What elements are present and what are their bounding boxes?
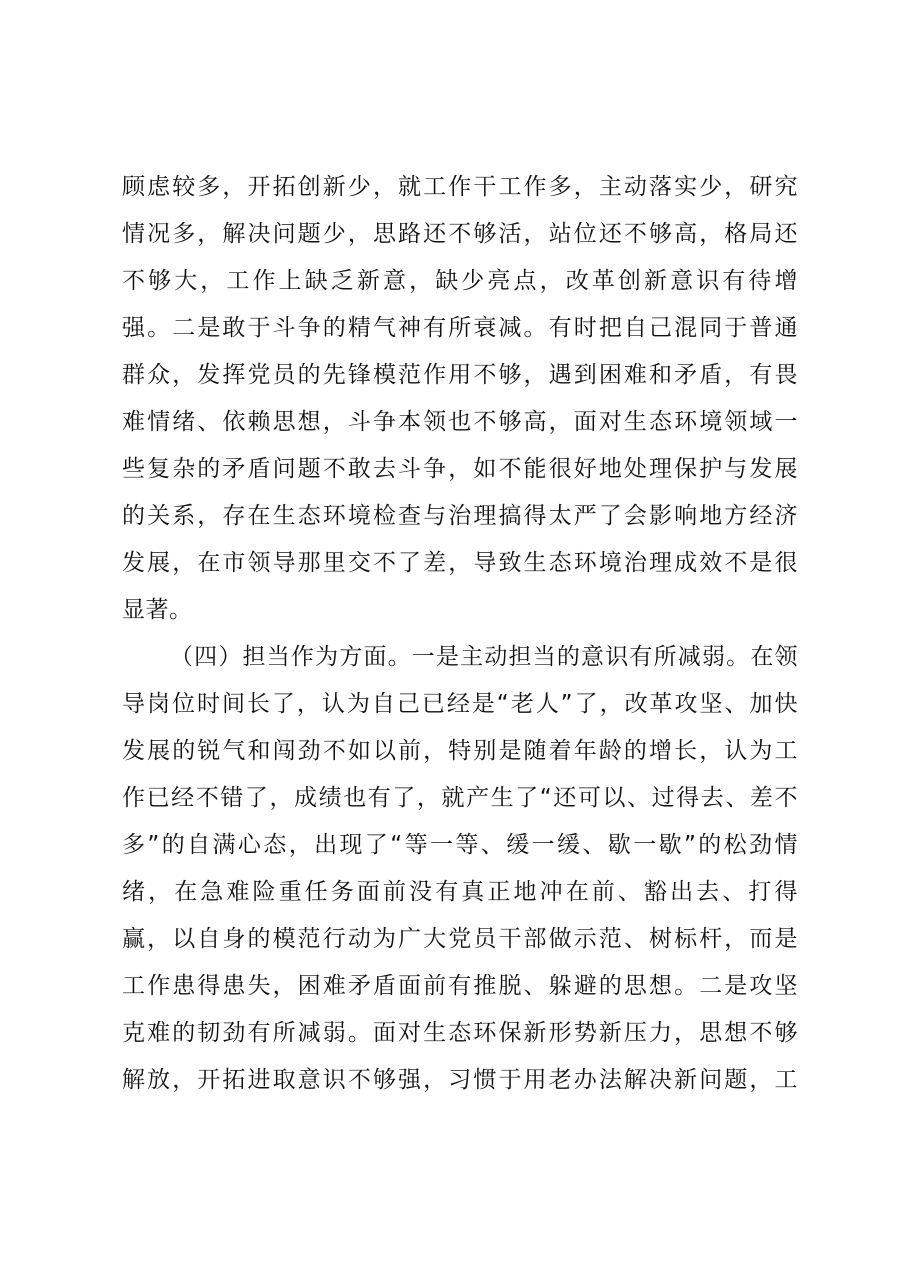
text-line: 的关系，存在生态环境检查与治理搞得太严了会影响地方经济 [122,503,798,529]
text-line: 多”的自满心态，出现了“等一等、缓一缓、歇一歇”的松劲情 [122,832,798,858]
text-line: 绪，在急难险重任务面前没有真正地冲在前、豁出去、打得 [122,879,798,905]
text-line: 解放，开拓进取意识不够强，习惯于用老办法解决新问题，工 [122,1067,798,1093]
text-line: 顾虑较多，开拓创新少，就工作干工作多，主动落实少，研究 [122,174,798,200]
text-line: 工作患得患失，困难矛盾面前有推脱、躲避的思想。二是攻坚 [122,973,798,999]
text-line: 强。二是敢于斗争的精气神有所衰减。有时把自己混同于普通 [122,315,798,341]
text-line: 难情绪、依赖思想，斗争本领也不够高，面对生态环境领域一 [122,409,798,435]
text-line: （四）担当作为方面。一是主动担当的意识有所减弱。在领 [170,644,798,670]
text-line: 发展的锐气和闯劲不如以前，特别是随着年龄的增长，认为工 [122,738,798,764]
text-line: 不够大，工作上缺乏新意，缺少亮点，改革创新意识有待增 [122,268,798,294]
text-line: 情况多，解决问题少，思路还不够活，站位还不够高，格局还 [122,221,798,247]
text-line: 群众，发挥党员的先锋模范作用不够，遇到困难和矛盾，有畏 [122,362,798,388]
text-line: 些复杂的矛盾问题不敢去斗争，如不能很好地处理保护与发展 [122,456,798,482]
document-body-text [122,164,798,1104]
text-line: 导岗位时间长了，认为自己已经是“老人”了，改革攻坚、加快 [122,691,798,717]
text-line: 显著。 [122,597,193,623]
text-line: 发展，在市领导那里交不了差，导致生态环境治理成效不是很 [122,550,798,576]
text-line: 作已经不错了，成绩也有了，就产生了“还可以、过得去、差不 [122,785,798,811]
text-line: 赢，以自身的模范行动为广大党员干部做示范、树标杆，而是 [122,926,798,952]
text-line: 克难的韧劲有所减弱。面对生态环保新形势新压力，思想不够 [122,1020,798,1046]
